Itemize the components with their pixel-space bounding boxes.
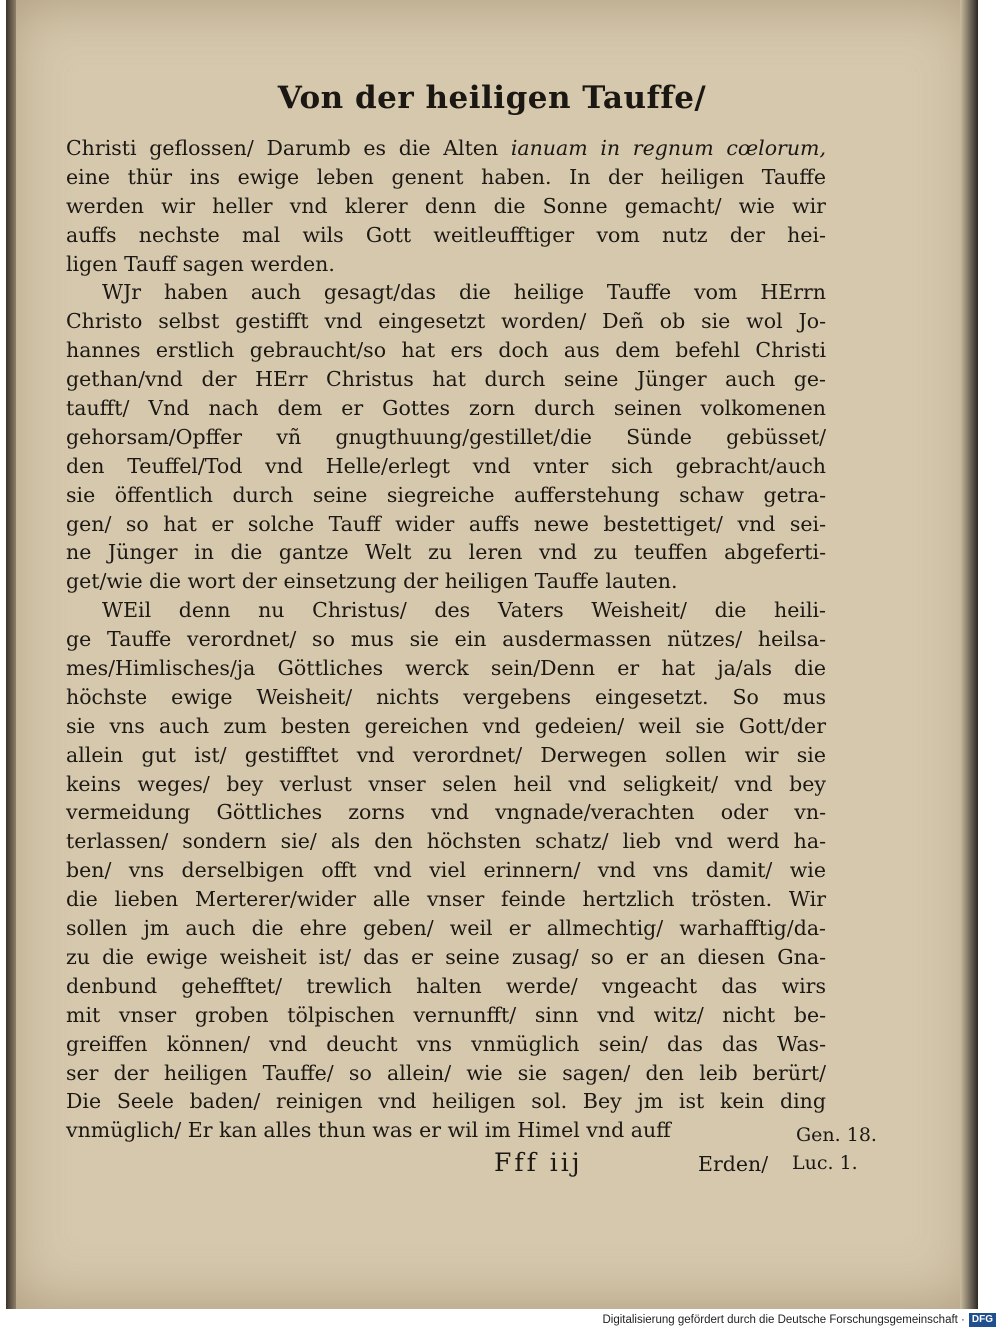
text-line-content: gethan/vnd der HErr Christus hat durch seine Jünger auch ge- [66,367,826,392]
text-line [66,336,826,365]
text-line-content: taufft/ Vnd nach dem er Gottes zorn durch seinen volkomenen [66,396,826,421]
text-line [66,278,826,307]
text-line-content: get/wie die wort der einsetzung der heiligen Tauffe lauten. [66,569,678,594]
text-line-content: denbund gehefftet/ trewlich halten werde/ vngeacht das wirs [66,973,826,998]
text-line [66,683,826,712]
text-line [66,1116,826,1145]
text-line-content: ge Tauffe verordnet/ so mus sie ein ausdermassen nützes/ heilsa- [66,627,826,652]
right-page-edge [960,0,978,1309]
text-line-content: allein gut ist/ gestifftet vnd verordnet/ Derwegen sollen wir sie [66,742,826,767]
text-line [66,654,826,683]
text-line-content: sollen jm auch die ehre geben/ weil er allmechtig/ warhafftig/da- [66,916,826,941]
text-line-content: gehorsam/Opffer vñ gnugthuung/gestillet/die Sünde gebüsset/ [66,424,826,449]
text-line [66,365,826,394]
text-line-content: höchste ewige Weisheit/ nichts vergebens eingesetzt. So mus [66,684,826,709]
latin-phrase: ianuam in regnum cœlorum, [510,136,826,160]
text-line-content: ne Jünger in die gantze Welt zu leren vnd zu teuffen abgeferti- [66,540,826,565]
page-scan [6,0,978,1309]
text-line [66,972,826,1001]
funding-credit: Digitalisierung gefördert durch die Deutsche Forschungsgemeinschaft · [602,1314,965,1326]
text-line [66,943,826,972]
text-line-content: zu die ewige weisheit ist/ das er seine zusag/ so er an diesen Gna- [66,944,826,969]
text-line [66,1001,826,1030]
text-line [66,481,826,510]
text-line-content: die lieben Merterer/wider alle vnser feinde hertzlich trösten. Wir [66,887,826,912]
dfg-logo-icon: DFG [969,1313,996,1327]
text-line-content: ben/ vns derselbigen offt vnd viel erinnern/ vnd vns damit/ wie [66,858,826,883]
body-text [66,134,826,1145]
text-line [66,770,826,799]
text-line-content: Christi geflossen/ Darumb es die Alten [66,136,511,160]
margin-note: Luc. 1. [792,1152,858,1174]
text-line-content: hannes erstlich gebraucht/so hat ers doch aus dem befehl Christi [66,338,826,363]
text-line [66,885,826,914]
text-line [66,1087,826,1116]
text-line-content: sie öffentlich durch seine siegreiche aufferstehung schaw getra- [66,482,826,507]
text-line [66,827,826,856]
catchword: Erden/ [698,1152,769,1176]
text-line [66,567,826,596]
text-line [66,221,826,250]
text-line-content: mit vnser groben tölpischen vernunfft/ sinn vnd witz/ nicht be- [66,1002,826,1027]
text-line-content: WEil denn nu Christus/ des Vaters Weisheit/ die heili- [102,598,826,623]
text-line-content: ser der heiligen Tauffe/ so allein/ wie sie sagen/ den leib berürt/ [66,1060,826,1085]
text-line [66,192,826,221]
text-line [66,134,826,163]
text-line [66,596,826,625]
left-binding-edge [6,0,16,1309]
text-line-content: Christo selbst gestifft vnd eingesetzt worden/ Deñ ob sie wol Jo- [66,309,826,334]
text-line [66,1030,826,1059]
text-line [66,163,826,192]
signature-mark: Fff iij [494,1148,583,1177]
footer-bar [0,1310,1000,1330]
text-line [66,741,826,770]
text-line-content: vermeidung Göttliches zorns vnd vngnade/verachten oder vn- [66,800,826,825]
text-line [66,1059,826,1088]
text-line-content: gen/ so hat er solche Tauff wider auffs newe bestettiget/ vnd sei- [66,511,826,536]
text-line-content: terlassen/ sondern sie/ als den höchsten schatz/ lieb vnd werd ha- [66,829,826,854]
text-line-content: ligen Tauff sagen werden. [66,251,335,276]
text-line-content: mes/Himlisches/ja Göttliches werck sein/Denn er hat ja/als die [66,656,826,681]
text-line-content: eine thür ins ewige leben genent haben. In der heiligen Tauffe [66,164,826,189]
text-line-content: sie vns auch zum besten gereichen vnd gedeien/ weil sie Gott/der [66,713,826,738]
running-head: Von der heiligen Tauffe/ [277,80,707,116]
text-line [66,798,826,827]
text-line-content: vnmüglich/ Er kan alles thun was er wil im Himel vnd auff [66,1118,671,1143]
text-line-content: den Teuffel/Tod vnd Helle/erlegt vnd vnter sich gebracht/auch [66,453,826,478]
text-line-content: Die Seele baden/ reinigen vnd heiligen sol. Bey jm ist kein ding [66,1089,826,1114]
text-line [66,510,826,539]
text-line [66,423,826,452]
text-line [66,394,826,423]
margin-note: Gen. 18. [796,1124,877,1146]
text-line [66,625,826,654]
text-line-content: werden wir heller vnd klerer denn die Sonne gemacht/ wie wir [66,193,826,218]
text-line [66,538,826,567]
text-line [66,712,826,741]
text-line [66,250,826,279]
text-line [66,452,826,481]
text-line-content: WJr haben auch gesagt/das die heilige Tauffe vom HErrn [102,280,826,305]
text-line-content: keins weges/ bey verlust vnser selen heil vnd seligkeit/ vnd bey [66,771,826,796]
text-line-content: greiffen können/ vnd deucht vns vnmüglich sein/ das das Was- [66,1031,826,1056]
text-line [66,914,826,943]
text-line [66,856,826,885]
text-line [66,307,826,336]
text-line-content: auffs nechste mal wils Gott weitleufftiger vom nutz der hei- [66,222,826,247]
